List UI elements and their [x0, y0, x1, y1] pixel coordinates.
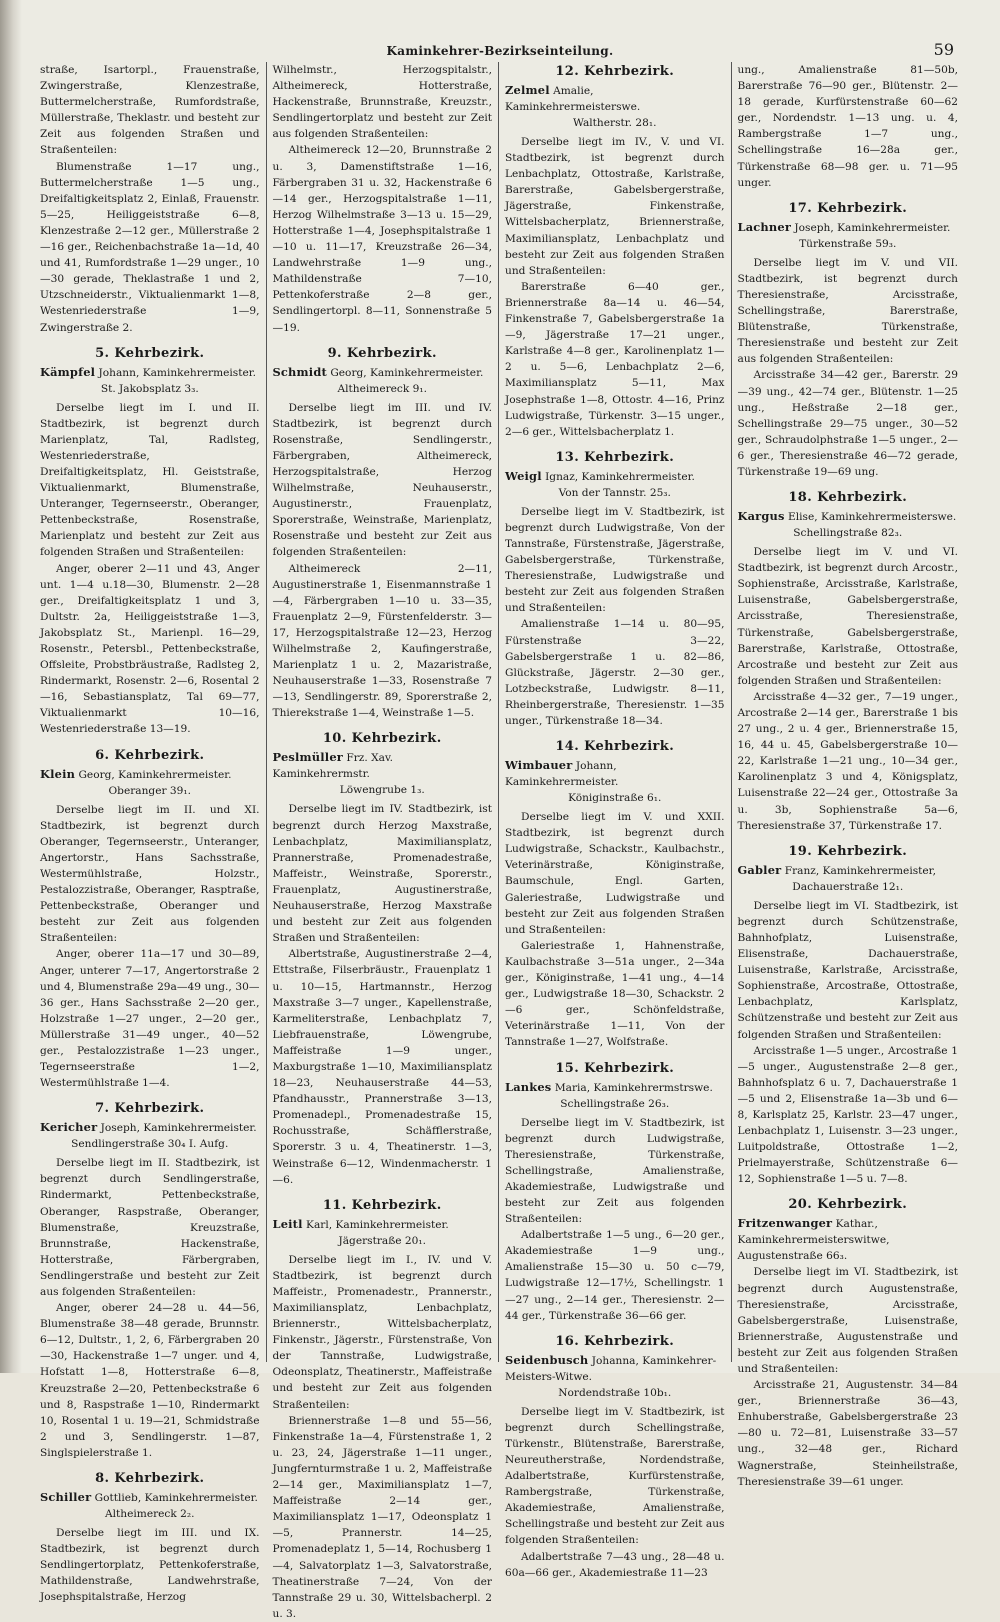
chimney-sweep-master [505, 82, 725, 115]
text-paragraph: Derselbe liegt im V. und VII. Stadtbezirk, ist begrenzt durch Theresienstraße, Arcisstraße, Schellingstraße, Barerstraße, Blütenstraße, Türkenstraße, Theresienstraße und besteht zur Zeit aus folgenden Straßenteilen: [737, 256, 958, 366]
district-heading: 12. Kehrbezirk. [555, 64, 675, 79]
text-paragraph: Derselbe liegt im II. Stadtbezirk, ist begrenzt durch Sendlingerstraße, Rindermarkt, Pettenbeckstraße, Oberanger, Raspstraße, Oberanger, Blumenstraße, Kreuzstraße, Brunnstraße, Hackenstraße, Hotterstraße, Färbergraben, Sendlingerstraße und besteht zur Zeit aus folgenden Straßenteilen: [40, 1157, 260, 1298]
district-heading: 20. Kehrbezirk. [788, 1197, 908, 1213]
master-details: Johann, Kaminkehrermeister. [505, 760, 619, 789]
chimney-sweep-master [40, 364, 260, 381]
master-details: Amalie, Kaminkehrermeisterswe. [505, 85, 641, 113]
column-4 [732, 62, 965, 1488]
chimney-sweep-master [40, 1489, 260, 1506]
text-paragraph: straße, Isartorpl., Frauenstraße, Zwingerstraße, Klenzestraße, Buttermelcherstraße, Rumfordstraße, Müllerstraße, Theklastr. und besteht zur Zeit aus folgenden Straßen und Straßenteilen: [40, 64, 260, 157]
chimney-sweep-master [505, 468, 725, 485]
master-details: Maria, Kaminkehrermstrswe. [554, 1081, 713, 1094]
chimney-sweep-master [273, 1216, 493, 1233]
master-address: Altheimereck 2₂. [105, 1508, 195, 1521]
column-1 [34, 62, 267, 1604]
text-paragraph: Derselbe liegt im III. und IV. Stadtbezirk, ist begrenzt durch Rosenstraße, Sendlingerstr., Färbergraben, Altheimereck, Herzogspitalstraße, Herzog Wilhelmstraße, Neuhauserstr., Augustinerstr., Frauenplatz, Sporerstraße, Weinstraße, Marienplatz, Rosenstraße und besteht zur Zeit aus folgenden Straßenteilen: [272, 401, 492, 559]
column-3 [499, 62, 732, 1579]
text-paragraph: Altheimereck 12—20, Brunnstraße 2 u. 3, Damenstiftstraße 1—16, Färbergraben 31 u. 32, Hackenstraße 6—14 ger., Herzogspitalstraße 1—11, Herzog Wilhelmstraße 3—13 u. 15—29, Hotterstraße 1—4, Josephspitalstraße 1—10 u. 11—17, Kreuzstraße 26—34, Landwehrstraße 1—9 ung., Mathildenstraße 7—10, Pettenkoferstraße 2—8 ger., Sendlingertorpl. 8—11, Sonnenstraße 5—19. [272, 144, 492, 334]
master-address: Schellingstraße 26₃. [560, 1097, 670, 1110]
master-details: Karl, Kaminkehrermeister. [306, 1218, 449, 1231]
master-details: Ignaz, Kaminkehrermeister. [545, 470, 695, 483]
text-paragraph: Adalbertstraße 7—43 ung., 28—48 u. 60a—66 ger., Akademiestraße 11—23 [505, 1550, 725, 1579]
text-paragraph: Adalbertstraße 1—5 ung., 6—20 ger., Akademiestraße 1—9 ung., Amalienstraße 15—30 u. 50 c—79, Ludwigstraße 12—17½, Schellingstr. 1—27 ung., 2—14 ger., Theresienstr. 2—44 ger., Türkenstraße 36—66 ger. [505, 1229, 725, 1322]
district-heading: 18. Kehrbezirk. [788, 490, 908, 506]
master-details: Joseph, Kaminkehrermeister. [794, 221, 951, 234]
master-address: Löwengrube 1₃. [339, 784, 425, 797]
master-details: Franz, Kaminkehrermeister, [784, 864, 936, 877]
chimney-sweep-master [505, 1352, 725, 1385]
master-address: Oberanger 39₁. [108, 784, 191, 797]
master-details: Gottlieb, Kaminkehrermeister. [94, 1492, 258, 1505]
master-details: Joseph, Kaminkehrermeister. [100, 1122, 257, 1135]
chimney-sweep-master [273, 364, 493, 381]
chimney-sweep-master [738, 862, 959, 879]
master-surname: Peslmüller [272, 750, 343, 765]
master-address: Von der Tannstr. 25₃. [558, 486, 671, 499]
district-heading: 6. Kehrbezirk. [95, 747, 205, 763]
text-paragraph: Barerstraße 6—40 ger., Briennerstraße 8a—14 u. 46—54, Finkenstraße 7, Gabelsbergerstraße 1a—9, Jägerstraße 17—21 unger., Karlstraße 4—8 ger., Karolinenplatz 1—2 u. 5—6, Lenbachplatz 2—6, Maximiliansplatz 5—11, Max Josephstraße 1—8, Ottostr. 4—16, Prinz Ludwigstraße, Türkenstr. 3—15 unger., 2—6 ger., Wittelsbacherplatz 1. [505, 280, 725, 438]
master-surname: Klein [40, 766, 76, 781]
master-surname: Wimbauer [505, 758, 573, 773]
text-paragraph: Arcisstraße 21, Augustenstr. 34—84 ger., Briennerstraße 36—43, Enhuberstraße, Gabelsbergerstraße 23—80 u. 72—81, Luisenstraße 33—57 ung., 32—48 ger., Richard Wagnerstraße, Steinheilstraße, Theresienstraße 39—61 unger. [737, 1379, 958, 1488]
district-heading: 10. Kehrbezirk. [322, 731, 442, 747]
text-paragraph: Albertstraße, Augustinerstraße 2—4, Ettstraße, Filserbräustr., Frauenplatz 1 u. 10—15, Hartmannstr., Herzog Maxstraße 3—7 unger., Kapellenstraße, Karmeliterstraße, Lenbachplatz 7, Liebfrauenstraße, Löwengrube, Maffeistraße 1—9 unger., Maxburgstraße 1—10, Maximiliansplatz 18—23, Neuhauserstraße 44—53, Pfandhausstr., Prannerstraße 3—13, Promenadepl., Promenadestraße 15, Rochusstraße, Schäfflerstraße, Sporerstr. 3 u. 4, Theatinerstr. 1—3, Weinstraße 6—12, Windenmacherstr. 1—6. [272, 948, 492, 1186]
text-paragraph: Arcisstraße 34—42 ger., Barerstr. 29—39 ung., 42—74 ger., Blütenstr. 1—25 ung., Heßstraße 2—18 ger., Schellingstraße 29—75 unger., 30—52 ger., Schraudolphstraße 1—5 unger., 2—6 ger., Theresienstraße 46—72 gerade, Türkenstraße 19—69 ung. [737, 369, 958, 478]
text-paragraph: Blumenstraße 1—17 ung., Buttermelcherstraße 1—5 ung., Dreifaltigkeitsplatz 2, Einlaß, Frauenstr. 5—25, Heiliggeiststraße 6—8, Klenzestraße 2—12 ger., Müllerstraße 2—16 ger., Reichenbachstraße 1a—1d, 40 und 41, Rumfordstraße 1—29 unger., 10—30 gerade, Theklastraße 1 und 2, Utzschneiderstr., Viktualienmarkt 1—8, Westenriederstraße 1—9, Zwingerstraße 2. [40, 160, 260, 334]
text-paragraph: Wilhelmstr., Herzogspitalstr., Altheimereck, Hotterstraße, Hackenstraße, Brunnstraße, Kreuzstr., Sendlingertorplatz und besteht zur Zeit aus folgenden Straßenteilen: [272, 64, 492, 141]
master-details: Johann, Kaminkehrermeister. [98, 366, 257, 379]
district-heading: 5. Kehrbezirk. [95, 345, 205, 361]
district-heading: 19. Kehrbezirk. [788, 843, 908, 859]
district-heading: 9. Kehrbezirk. [327, 345, 437, 361]
text-columns [34, 62, 964, 1620]
master-surname: Kargus [737, 509, 785, 524]
master-surname: Leitl [272, 1216, 303, 1231]
chimney-sweep-master [273, 749, 493, 782]
chimney-sweep-master [505, 1079, 725, 1096]
master-details: Johanna, Kaminkehrer-Meisters-Witwe. [505, 1354, 717, 1383]
district-heading: 17. Kehrbezirk. [788, 200, 908, 216]
text-paragraph: Derselbe liegt im V. Stadtbezirk, ist begrenzt durch Ludwigstraße, Theresienstraße, Türkenstraße, Schellingstraße, Amalienstraße, Akademiestraße, Ludwigstraße und besteht zur Zeit aus folgenden Straßenteilen: [505, 1116, 725, 1226]
master-surname: Seidenbusch [505, 1352, 589, 1367]
master-surname: Gabler [737, 862, 782, 877]
text-paragraph: Anger, oberer 24—28 u. 44—56, Blumenstraße 38—48 gerade, Brunnstr. 6—12, Dultstr., 1, 2, 6, Färbergraben 20—30, Hackenstraße 1—7 unger. und 4, Hofstatt 1—8, Hotterstraße 6—8, Kreuzstraße 2—20, Pettenbeckstraße 6 und 8, Raspstraße 1—10, Rindermarkt 10, Rosental 1 u. 19—21, Schmidstraße 2 und 3, Sendlingerstr. 1—87, Singlspielerstraße 1. [40, 1302, 260, 1459]
text-paragraph: Derselbe liegt im V. und VI. Stadtbezirk, ist begrenzt durch Arcostr., Sophienstraße, Arcisstraße, Karlstraße, Luisenstraße, Gabelsbergerstraße, Arcisstraße, Theresienstraße, Türkenstraße, Gabelsbergerstraße, Barerstraße, Karlstraße, Ottostraße, Arcostraße und besteht zur Zeit aus folgenden Straßen und Straßenteilen: [737, 546, 958, 687]
master-address: St. Jakobsplatz 3₃. [100, 382, 199, 395]
master-address: Nordendstraße 10b₁. [558, 1386, 672, 1399]
text-paragraph: Arcisstraße 4—32 ger., 7—19 unger., Arcostraße 2—14 ger., Barerstraße 1 bis 27 ung., 2 u. 4 ger., Briennerstraße 15, 16, 44 u. 45, Gabelsbergerstraße 10—22, Karlstraße 1—21 ung., 10—34 ger., Karolinenplatz 3 und 4, Königsplatz, Luisenstraße 22—24 ger., Ottostraße 3a u. 3b, Sophienstraße 5a—6, Theresienstraße 37, Türkenstraße 17. [737, 690, 958, 832]
master-surname: Schmidt [272, 364, 327, 379]
master-details: Georg, Kaminkehrermeister. [330, 366, 484, 379]
master-address: Dachauerstraße 12₁. [792, 880, 904, 893]
master-details: Kathar., Kaminkehrermeisterswitwe, Augustenstraße 66₃. [737, 1218, 890, 1263]
text-paragraph: Derselbe liegt im V. Stadtbezirk, ist begrenzt durch Schellingstraße, Türkenstr., Blütenstraße, Barerstraße, Neureutherstraße, Nordendstraße, Adalbertstraße, Kurfürstenstraße, Rambergstraße, Türkenstraße, Akademiestraße, Amalienstraße, Schellingstraße und besteht zur Zeit aus folgenden Straßenteilen: [505, 1405, 725, 1547]
district-heading: 13. Kehrbezirk. [555, 449, 675, 465]
master-surname: Schiller [40, 1490, 92, 1505]
master-surname: Kämpfel [40, 364, 96, 379]
text-paragraph: Derselbe liegt im I., IV. und V. Stadtbezirk, ist begrenzt durch Maffeistr., Promenadestr., Prannerstr., Maximiliansplatz, Lenbachplatz, Briennerstr., Wittelsbacherplatz, Finkenstr., Jägerstr., Fürstenstraße, Von der Tannstraße, Ludwigstraße, Odeonsplatz, Theatinerstr., Maffeistraße und besteht zur Zeit aus folgenden Straßenteilen: [272, 1253, 492, 1411]
master-surname: Fritzenwanger [737, 1216, 833, 1231]
text-paragraph: Derselbe liegt im V. und XXII. Stadtbezirk, ist begrenzt durch Ludwigstraße, Schackstr., Kaulbachstr., Veterinärstraße, Königinstraße, Baumschule, Engl. Garten, Galeriestraße, Ludwigstraße und besteht zur Zeit aus folgenden Straßen und Straßenteilen: [505, 811, 725, 936]
text-paragraph: Derselbe liegt im IV., V. und VI. Stadtbezirk, ist begrenzt durch Lenbachplatz, Ottostraße, Karlstraße, Barerstraße, Gabelsbergerstraße, Jägerstraße, Finkenstraße, Wittelsbacherplatz, Briennerstraße, Maximiliansplatz, Lenbachplatz und besteht zur Zeit aus folgenden Straßen und Straßenteilen: [505, 136, 725, 277]
text-paragraph: ung., Amalienstraße 81—50b, Barerstraße 76—90 ger., Blütenstr. 2—18 gerade, Kurfürstenstraße 60—62 ger., Nordendstr. 1—13 ung. u. 4, Rambergstraße 1—7 ung., Schellingstraße 16—28a ger., Türkenstraße 68—98 ger. u. 71—95 unger. [737, 64, 958, 189]
text-paragraph: Derselbe liegt im IV. Stadtbezirk, ist begrenzt durch Herzog Maxstraße, Lenbachplatz, Maximiliansplatz, Prannerstraße, Promenadestraße, Maffeistr., Weinstraße, Sporerstr., Frauenplatz, Augustinerstraße, Neuhauserstraße, Herzog Maxstraße und besteht zur Zeit aus folgenden Straßen und Straßenteilen: [272, 803, 492, 945]
district-heading: 7. Kehrbezirk. [95, 1101, 205, 1117]
text-paragraph: Anger, oberer 11a—17 und 30—89, Anger, unterer 7—17, Angertorstraße 2 und 4, Blumenstraße 29a—49 ung., 30—36 ger., Hans Sachsstraße 2—20 ger., Holzstraße 1—27 unger., 2—20 ger., Müllerstraße 31—49 unger., 40—52 ger., Pestalozzistraße 1—23 unger., Tegernseerstraße 1—2, Westermühlstraße 1—4. [40, 948, 260, 1090]
district-heading: 14. Kehrbezirk. [555, 739, 675, 755]
district-heading: 15. Kehrbezirk. [555, 1060, 675, 1076]
chimney-sweep-master [505, 757, 725, 790]
chimney-sweep-master [40, 766, 260, 783]
master-details: Elise, Kaminkehrermeisterswe. [788, 511, 957, 524]
master-address: Altheimereck 9₁. [337, 382, 427, 395]
chimney-sweep-master [738, 1215, 959, 1264]
book-gutter [0, 0, 22, 1373]
master-address: Waltherstr. 28₁. [572, 117, 657, 129]
text-paragraph: Briennerstraße 1—8 und 55—56, Finkenstraße 1a—4, Fürstenstraße 1, 2 u. 23, 24, Jägerstraße 1—11 unger., Jungfernturmstraße 1 u. 2, Maffeistraße 2—14 ger., Maximiliansplatz 1—7, Maffeistraße 2—14 ger., Maximiliansplatz 1—17, Odeonsplatz 1—5, Prannerstr. 14—25, Promenadeplatz 1, 5—14, Rochusberg 1—4, Salvatorplatz 1—3, Salvatorstraße, Theatinerstraße 7—24, Von der Tannstraße 29 u. 30, Wittelsbacherpl. 2 u. 3. [272, 1414, 492, 1620]
master-surname: Kericher [40, 1120, 98, 1135]
district-heading: 11. Kehrbezirk. [322, 1197, 442, 1213]
chimney-sweep-master [738, 219, 959, 236]
chimney-sweep-master [40, 1119, 260, 1136]
master-details: Georg, Kaminkehrermeister. [78, 768, 232, 781]
text-paragraph: Derselbe liegt im V. Stadtbezirk, ist begrenzt durch Ludwigstraße, Von der Tannstraße, Fürstenstraße, Jägerstraße, Gabelsbergerstraße, Türkenstraße, Theresienstraße, Ludwigstraße und besteht zur Zeit aus folgenden Straßen und Straßenteilen: [505, 505, 725, 615]
text-paragraph: Derselbe liegt im III. und IX. Stadtbezirk, ist begrenzt durch Sendlingertorplatz, Pettenkoferstraße, Mathildenstraße, Landwehrstraße, Josephspitalstraße, Herzog [40, 1527, 260, 1604]
district-heading: 16. Kehrbezirk. [555, 1333, 675, 1349]
text-paragraph: Galeriestraße 1, Hahnenstraße, Kaulbachstraße 3—51a unger., 2—34a ger., Königinstraße, 1—41 ung., 4—14 ger., Ludwigstraße 18—30, Schackstr. 2—6 ger., Schönfeldstraße, Veterinärstraße 1—11, Von der Tannstraße 1—27, Wolfstraße. [505, 939, 725, 1049]
district-heading: 8. Kehrbezirk. [95, 1471, 205, 1487]
text-paragraph: Arcisstraße 1—5 unger., Arcostraße 1—5 unger., Augustenstraße 2—8 ger., Bahnhofsplatz 6 u. 7, Dachauerstraße 1—5 und 2, Elisenstraße 1a—3b und 6—8, Karlsplatz 25, Karlstr. 23—47 unger., Lenbachplatz 1, Luisenstr. 3—23 unger., Luitpoldstraße, Ottostraße 1—2, Prielmayerstraße, Schützenstraße 6—12, Sophienstraße 1—5 u. 7—8. [737, 1044, 958, 1186]
master-address: Königinstraße 6₁. [568, 792, 662, 805]
master-address: Schellingstraße 82₃. [793, 527, 903, 540]
master-surname: Lachner [737, 219, 792, 234]
text-paragraph: Derselbe liegt im II. und XI. Stadtbezirk, ist begrenzt durch Oberanger, Tegernseerstr., Unteranger, Angertorstr., Hans Sachsstraße, Westermühlstraße, Holzstr., Pestalozzistraße, Oberanger, Rasptraße, Pettenbeckstraße, Oberanger und besteht zur Zeit aus folgenden Straßenteilen: [40, 803, 260, 945]
page-number: 59 [933, 40, 954, 59]
master-surname: Lankes [505, 1079, 552, 1094]
text-paragraph: Derselbe liegt im VI. Stadtbezirk, ist begrenzt durch Augustenstraße, Theresienstraße, Arcisstraße, Gabelsbergerstraße, Luisenstraße, Briennerstraße, Augustenstraße und besteht zur Zeit aus folgenden Straßen und Straßenteilen: [737, 1266, 958, 1375]
master-address: Türkenstraße 59₃. [799, 237, 897, 250]
column-2 [267, 62, 500, 1620]
master-surname: Zelmel [505, 83, 550, 97]
text-paragraph: Altheimereck 2—11, Augustinerstraße 1, Eisenmannstraße 1—4, Färbergraben 1—10 u. 33—35, Frauenplatz 2—9, Fürstenfelderstr. 3—17, Herzogspitalstraße 12—23, Herzog Wilhelmstraße 2, Kaufingerstraße, Marienplatz 1 u. 2, Mazaristraße, Neuhauserstraße 1—33, Rosenstraße 7—13, Sendlingerstr. 89, Sporerstraße 2, Thierekstraße 1—4, Weinstraße 1—5. [272, 562, 492, 720]
text-paragraph: Derselbe liegt im I. und II. Stadtbezirk, ist begrenzt durch Marienplatz, Tal, Radlsteg, Westenriederstraße, Dreifaltigkeitsplatz, Hl. Geiststraße, Viktualienmarkt, Blumenstraße, Unteranger, Tegernseerstr., Oberanger, Pettenbeckstraße, Rosenstraße, Marienplatz und besteht zur Zeit aus folgenden Straßen und Straßenteilen: [40, 401, 260, 559]
text-paragraph: Derselbe liegt im VI. Stadtbezirk, ist begrenzt durch Schützenstraße, Bahnhofplatz, Luisenstraße, Elisenstraße, Dachauerstraße, Luisenstraße, Karlstraße, Arcisstraße, Sophienstraße, Arcostraße, Ottostraße, Lenbachplatz, Karlsplatz, Schützenstraße und besteht zur Zeit aus folgenden Straßen und Straßenteilen: [737, 899, 958, 1041]
running-title: Kaminkehrer-Bezirkseinteilung. [386, 44, 614, 58]
text-paragraph: Amalienstraße 1—14 u. 80—95, Fürstenstraße 3—22, Gabelsbergerstraße 1 u. 82—86, Glückstraße, Jägerstr. 2—30 ger., Lotzbeckstraße, Ludwigstr. 8—11, Rheinbergerstraße, Theresienstr. 1—35 unger., Türkenstraße 18—34. [505, 618, 725, 727]
master-address: Jägerstraße 20₁. [338, 1234, 427, 1247]
master-surname: Weigl [505, 468, 542, 483]
master-details: Frz. Xav. Kaminkehrermstr. [272, 752, 394, 781]
text-paragraph: Anger, oberer 2—11 und 43, Anger unt. 1—4 u.18—30, Blumenstr. 2—28 ger., Dreifaltigkeitsplatz 1 und 3, Dultstr. 2a, Heiliggeiststraße 1—3, Jakobsplatz St., Marienpl. 16—29, Rosenstr., Petersbl., Pettenbeckstraße, Offsleite, Probstbräustraße, Radlsteg 2, Rindermarkt, Rosenstr. 2—6, Rosental 2—16, Sebastiansplatz, Tal 69—77, Viktualienmarkt 10—16, Westenriederstraße 13—19. [40, 562, 260, 736]
chimney-sweep-master [738, 508, 959, 525]
master-address: Sendlingerstraße 30₄ I. Aufg. [71, 1138, 229, 1151]
